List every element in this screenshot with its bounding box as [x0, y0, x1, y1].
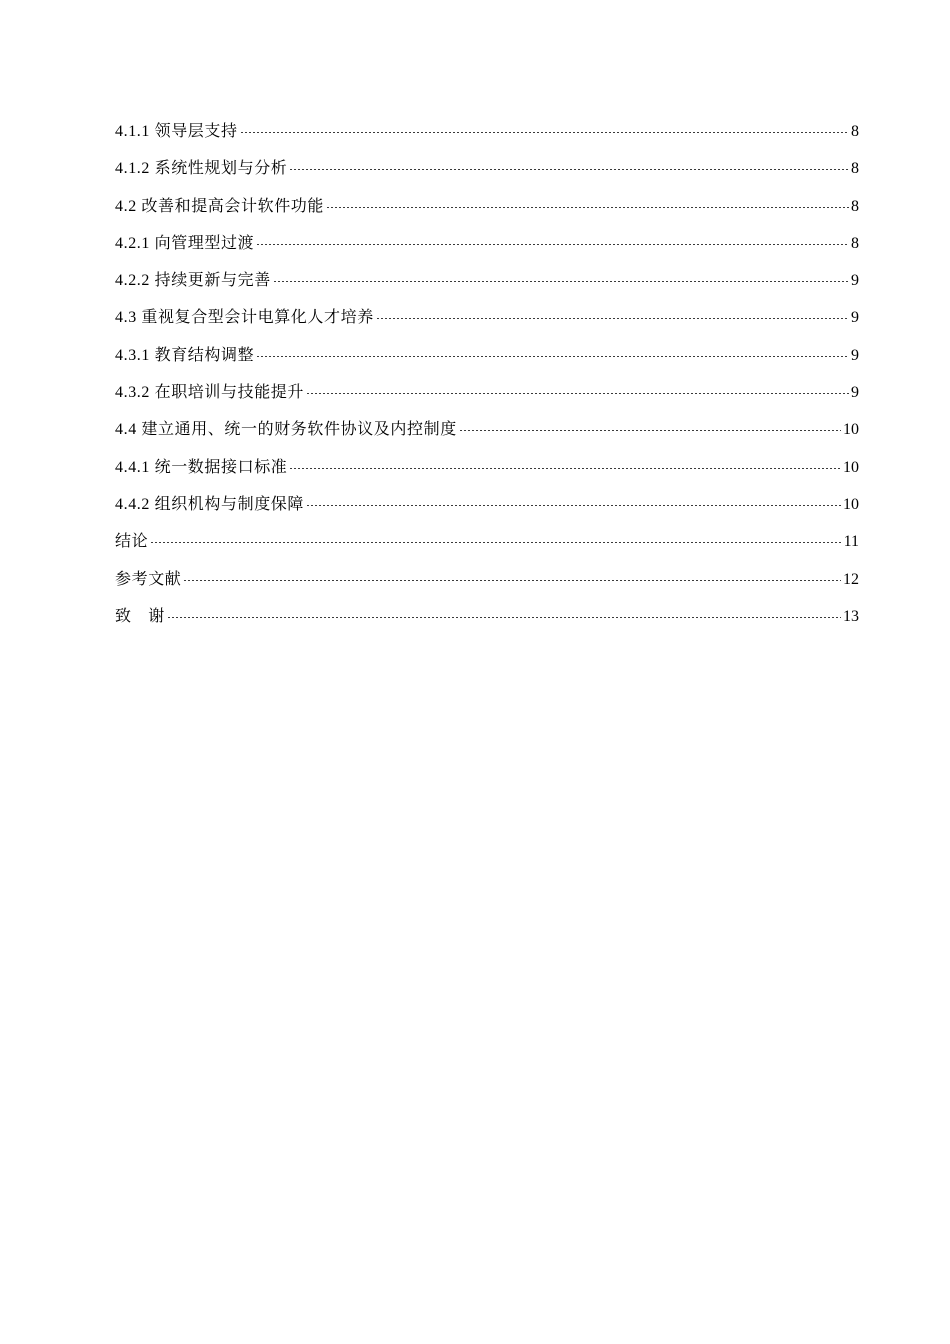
toc-dot-leader [240, 132, 849, 133]
toc-page-number: 8 [851, 123, 859, 140]
toc-page-number: 10 [843, 458, 859, 476]
toc-entry-title: 致 谢 [115, 607, 165, 625]
toc-dot-leader [256, 356, 849, 357]
toc-page-number: 11 [843, 533, 859, 551]
table-of-contents [115, 116, 859, 638]
toc-page-number: 8 [851, 197, 859, 215]
toc-dot-leader [306, 393, 849, 394]
toc-entry-title: 4.2.2 持续更新与完善 [115, 272, 271, 290]
toc-entry[interactable] [115, 564, 859, 601]
toc-entry[interactable] [115, 265, 859, 302]
toc-page-number: 9 [851, 309, 859, 327]
toc-page-number: 9 [851, 384, 859, 402]
toc-dot-leader [326, 207, 849, 208]
toc-entry-title: 4.1.1 领导层支持 [115, 123, 238, 140]
toc-page-number: 10 [843, 421, 859, 439]
toc-entry[interactable] [115, 191, 859, 228]
toc-entry[interactable] [115, 377, 859, 414]
toc-entry[interactable] [115, 526, 859, 563]
toc-dot-leader [376, 318, 849, 319]
toc-dot-leader [273, 281, 849, 282]
toc-page-number: 9 [851, 272, 859, 290]
toc-entry-title: 4.4.2 组织机构与制度保障 [115, 495, 305, 513]
toc-entry[interactable] [115, 601, 859, 638]
toc-entry-title: 参考文献 [115, 570, 182, 588]
toc-dot-leader [289, 169, 849, 170]
toc-dot-leader [150, 542, 841, 543]
toc-dot-leader [183, 580, 841, 581]
toc-entry-title: 结论 [115, 533, 149, 551]
toc-entry[interactable] [115, 489, 859, 526]
toc-entry[interactable] [115, 302, 859, 339]
toc-entry[interactable] [115, 153, 859, 190]
toc-entry-title: 4.2 改善和提高会计软件功能 [115, 197, 325, 215]
toc-page-number: 9 [851, 346, 859, 364]
toc-dot-leader [167, 617, 841, 618]
toc-dot-leader [459, 430, 841, 431]
toc-entry-title: 4.3.2 在职培训与技能提升 [115, 384, 305, 402]
toc-entry-title: 4.4.1 统一数据接口标准 [115, 458, 288, 476]
toc-page-number: 8 [851, 234, 859, 252]
toc-page-number: 10 [843, 495, 859, 513]
toc-entry-title: 4.1.2 系统性规划与分析 [115, 160, 288, 178]
toc-entry[interactable] [115, 116, 859, 153]
toc-dot-leader [306, 505, 841, 506]
toc-dot-leader [289, 468, 841, 469]
toc-page-number: 13 [843, 607, 859, 625]
toc-dot-leader [256, 244, 849, 245]
toc-entry-title: 4.4 建立通用、统一的财务软件协议及内控制度 [115, 421, 457, 439]
toc-entry-title: 4.3 重视复合型会计电算化人才培养 [115, 309, 374, 327]
toc-entry-title: 4.2.1 向管理型过渡 [115, 234, 255, 252]
toc-page-number: 8 [851, 160, 859, 178]
toc-entry[interactable] [115, 228, 859, 265]
toc-entry[interactable] [115, 340, 859, 377]
toc-page-number: 12 [843, 570, 859, 588]
toc-entry[interactable] [115, 414, 859, 451]
toc-entry-title: 4.3.1 教育结构调整 [115, 346, 255, 364]
toc-entry[interactable] [115, 452, 859, 489]
